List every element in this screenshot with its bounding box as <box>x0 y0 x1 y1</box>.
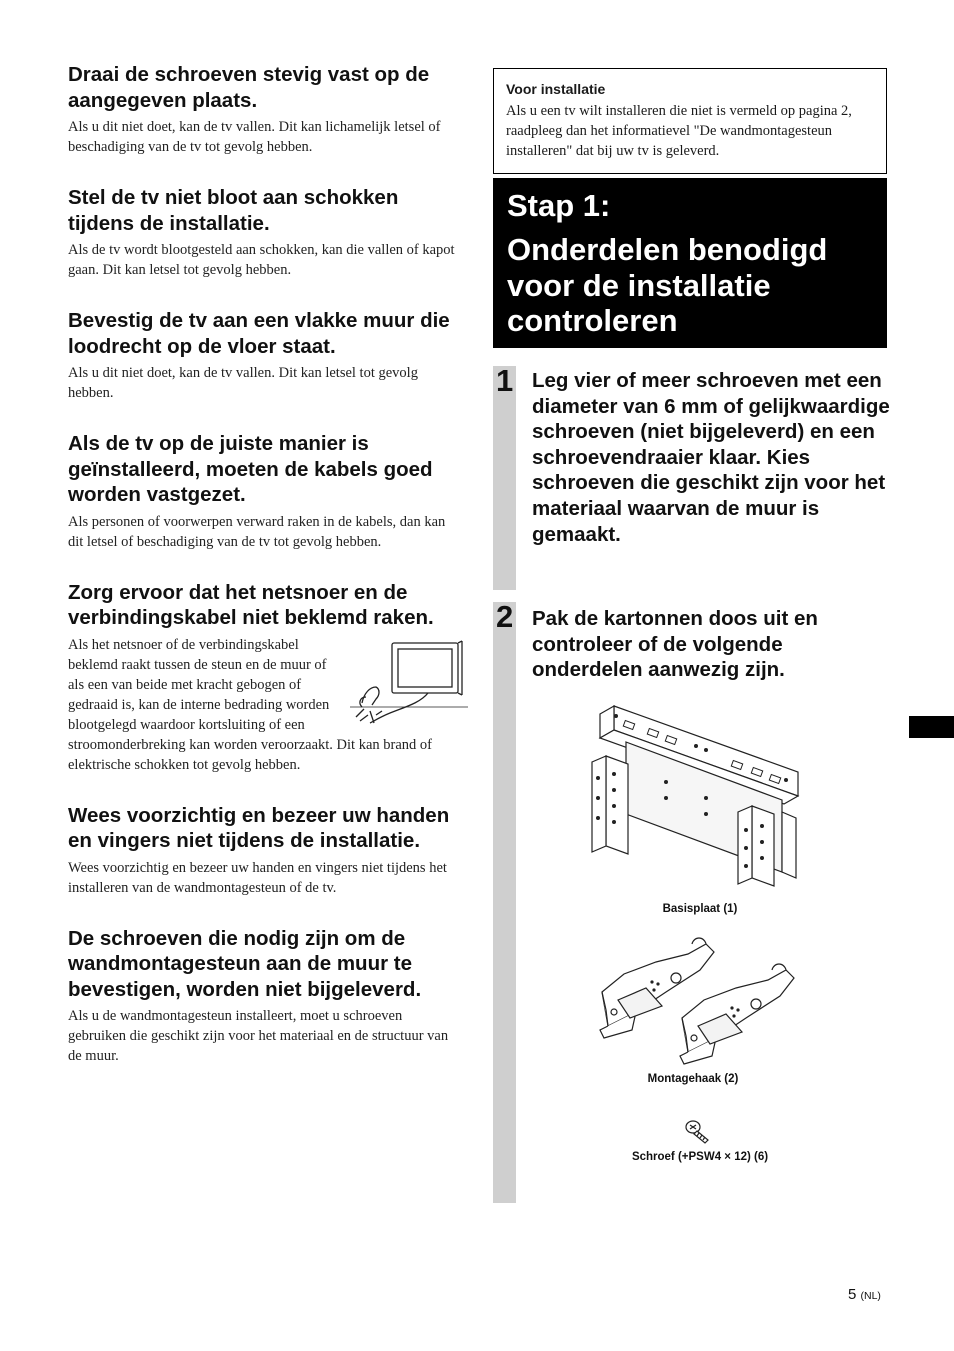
step-banner <box>493 178 887 348</box>
section-body: Wees voorzichtig en bezeer uw handen en vingers niet tijdens het installeren van de wandmontagesteun of de tv. <box>68 859 447 896</box>
part-label-base-plate: Basisplaat (1) <box>662 903 738 915</box>
page-number <box>848 1286 881 1303</box>
screw-illustration <box>684 1118 714 1144</box>
left-column <box>68 62 460 1094</box>
page-language: (NL) <box>860 1290 881 1302</box>
page-number-value: 5 <box>848 1286 857 1303</box>
note-text: Als u een tv wilt installeren die niet is vermeld op pagina 2, raadpleeg dan het informatievel "De wandmontagesteun installeren" dat bij uw tv is geleverd. <box>506 103 852 159</box>
section-heading: Als de tv op de juiste manier is geïnstalleerd, moeten de kabels goed worden vastgezet. <box>68 432 433 506</box>
section-screws-not-supplied <box>68 926 460 1067</box>
note-title: Voor installatie <box>506 81 606 97</box>
step-number: 1 <box>496 363 514 398</box>
section-heading: De schroeven die nodig zijn om de wandmontagesteun aan de muur te bevestigen, worden niet bijgeleverd. <box>68 926 422 1001</box>
section-heading: Draai de schroeven stevig vast op de aangegeven plaats. <box>68 63 430 112</box>
section-flat-wall <box>68 308 460 403</box>
section-body: Als u dit niet doet, kan de tv vallen. Dit kan letsel tot gevolg hebben. <box>68 365 418 401</box>
mounting-hooks-illustration <box>596 934 806 1066</box>
section-body: Als personen of voorwerpen verward raken in de kabels, dan kan dit letsel of beschadiging van de tv tot gevolg hebben. <box>68 513 446 550</box>
section-tab-marker <box>909 716 954 738</box>
section-heading: Zorg ervoor dat het netsnoer en de verbindingskabel niet beklemd raken. <box>68 580 434 629</box>
section-body: Als het netsnoer of de verbindingskabel beklemd raakt tussen de steun en de muur of als een van beide met kracht gebogen of gedraaid is, kan de interne bedrading worden blootgelegd waardoor kortsluiting of een stroomonderbreking kan worden veroorzaakt. Dit kan brand of elektrische schokken tot gevolg hebben. <box>68 636 432 773</box>
banner-step-label: Stap 1: <box>507 188 611 223</box>
section-body: Als u de wandmontagesteun installeert, moet u schroeven gebruiken die geschikt zijn voor het materiaal en de structuur van de muur. <box>68 1008 449 1064</box>
section-screws-tight <box>68 62 460 157</box>
note-box <box>493 68 887 174</box>
base-plate-illustration <box>586 702 808 892</box>
section-heading: Wees voorzichtig en bezeer uw handen en vingers niet tijdens de installatie. <box>68 803 450 852</box>
section-hands-careful <box>68 803 460 898</box>
banner-title: Onderdelen benodigd voor de installatie controleren <box>507 232 828 338</box>
section-cables-secured <box>68 431 460 552</box>
section-no-shocks <box>68 185 460 280</box>
section-body: Als u dit niet doet, kan de tv vallen. Dit kan lichamelijk letsel of beschadiging van de tv tot gevolg hebben. <box>68 119 441 155</box>
section-heading: Bevestig de tv aan een vlakke muur die loodrecht op de vloer staat. <box>68 309 450 358</box>
section-heading: Stel de tv niet bloot aan schokken tijdens de installatie. <box>68 186 399 235</box>
step-text: Leg vier of meer schroeven met een diameter van 6 mm of gelijkwaardige schroeven (niet bijgeleverd) en een schroevendraaier klaar. Kies schroeven die geschikt zijn voor het materiaal waarvan de muur is gemaakt. <box>532 369 890 546</box>
part-label-mounting-hooks: Montagehaak (2) <box>647 1073 739 1085</box>
step-text: Pak de kartonnen doos uit en controleer of de volgende onderdelen aanwezig zijn. <box>532 607 818 682</box>
right-column <box>493 68 890 682</box>
section-body: Als de tv wordt blootgesteld aan schokken, kan die vallen of kapot gaan. Dit kan letsel tot gevolg hebben. <box>68 242 455 278</box>
part-label-screw: Schroef (+PSW4 × 12) (6) <box>631 1151 769 1163</box>
step-marker-bar <box>493 363 516 590</box>
section-cables-pinched <box>68 580 460 775</box>
step-number: 2 <box>496 599 514 634</box>
step-marker-bar <box>493 599 516 1203</box>
